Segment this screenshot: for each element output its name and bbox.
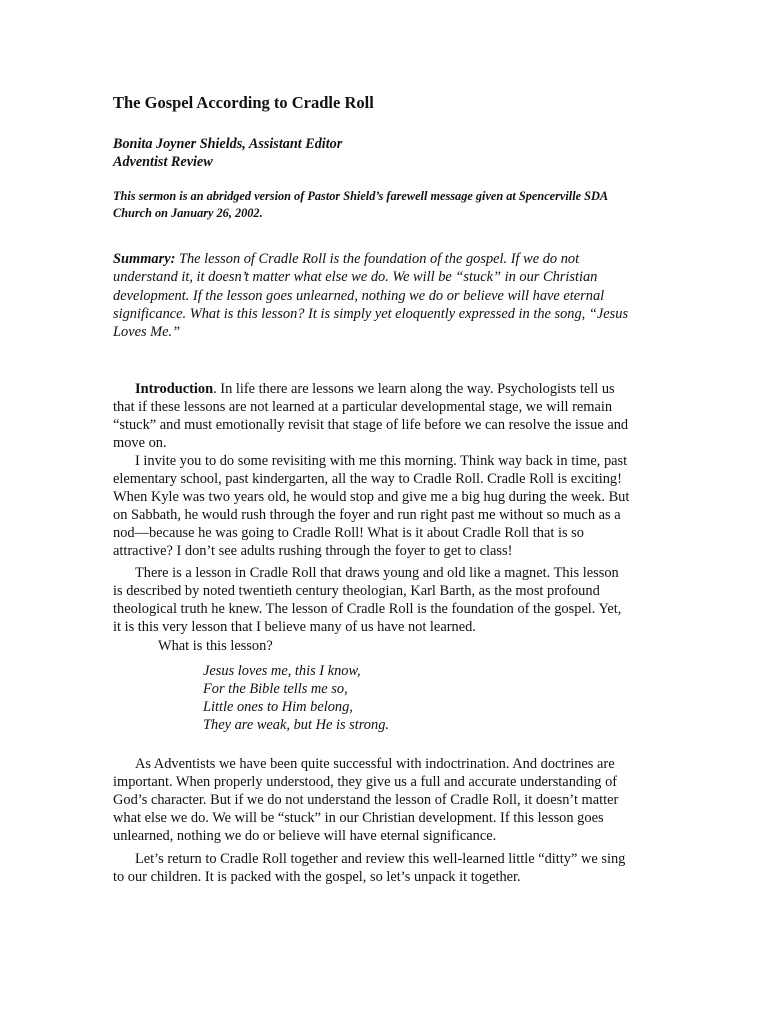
song-line: Jesus loves me, this I know, (203, 663, 361, 679)
song-line: For the Bible tells me so, (203, 681, 348, 697)
summary-label: Summary: (113, 251, 176, 267)
intro-first-line-text: . In life there are lessons we learn along the way. Psychologists tell us (213, 381, 615, 397)
paragraph-line: When Kyle was two years old, he would stop and give me a big hug during the week. But (113, 489, 630, 505)
paragraph-line: I invite you to do some revisiting with me this morning. Think way back in time, past (135, 453, 628, 469)
paragraph-line: nod—because he was going to Cradle Roll! What is it about Cradle Roll that is so (113, 525, 584, 541)
summary-paragraph (113, 250, 628, 341)
paragraph-line: As Adventists we have been quite successful with indoctrination. And doctrines are (135, 756, 615, 772)
paragraph-line: on Sabbath, he would rush through the foyer and run right past me without so much as a (113, 507, 621, 523)
invite-paragraph (113, 452, 629, 560)
intro-line (113, 380, 628, 398)
paragraph-line: God’s character. But if we do not understand the lesson of Cradle Roll, it doesn’t matter (113, 792, 619, 808)
note-line: Church on January 26, 2002. (113, 206, 263, 220)
intro-line: that if these lessons are not learned at a particular developmental stage, we will remain (113, 399, 613, 415)
lesson-paragraph (113, 564, 621, 636)
paragraph-line: theological truth he knew. The lesson of Cradle Roll is the foundation of the gospel. Yet, (113, 601, 622, 617)
summary-first-line-text: The lesson of Cradle Roll is the foundation of the gospel. If we do not (175, 251, 580, 267)
intro-line: move on. (113, 435, 167, 451)
song-line: They are weak, but He is strong. (203, 717, 389, 733)
return-paragraph (113, 850, 625, 886)
byline-publication: Adventist Review (113, 154, 213, 170)
intro-label: Introduction (135, 381, 214, 397)
paragraph-line: There is a lesson in Cradle Roll that draws young and old like a magnet. This lesson (135, 565, 619, 581)
sermon-note (113, 188, 608, 222)
song-lyrics (203, 662, 389, 734)
note-line: This sermon is an abridged version of Pastor Shield’s farewell message given at Spencerville SDA (113, 189, 609, 203)
summary-line (113, 250, 628, 268)
paragraph-line: to our children. It is packed with the gospel, so let’s unpack it together. (113, 869, 521, 885)
byline-author: Bonita Joyner Shields, Assistant Editor (113, 136, 343, 152)
paragraph-line: is described by noted twentieth century theologian, Karl Barth, as the most profound (113, 583, 600, 599)
summary-line: development. If the lesson goes unlearned, nothing we do or believe will have eternal (113, 287, 605, 304)
summary-line: understand it, it doesn’t matter what else we do. We will be “stuck” in our Christian (113, 269, 598, 286)
byline (113, 135, 342, 171)
summary-line: significance. What is this lesson? It is simply yet eloquently expressed in the song, “Jesus (113, 305, 629, 322)
paragraph-line: attractive? I don’t see adults rushing through the foyer to get to class! (113, 543, 513, 559)
song-line: Little ones to Him belong, (203, 699, 353, 715)
paragraph-line: Let’s return to Cradle Roll together and review this well-learned little “ditty” we sing (135, 851, 626, 867)
paragraph-line: unlearned, nothing we do or believe will have eternal significance. (113, 828, 497, 844)
paragraph-line: what else we do. We will be “stuck” in our Christian development. If this lesson goes (113, 810, 604, 826)
paragraph-line: it is this very lesson that I believe many of us have not learned. (113, 619, 476, 635)
document-title: The Gospel According to Cradle Roll (113, 93, 374, 112)
paragraph-line: elementary school, past kindergarten, all the way to Cradle Roll. Cradle Roll is exciting! (113, 471, 622, 487)
intro-line: “stuck” and must emotionally revisit that stage of life before we can resolve the issue and (113, 417, 629, 433)
summary-line: Loves Me.” (113, 324, 181, 341)
paragraph-line: important. When properly understood, they give us a full and accurate understanding of (113, 774, 618, 790)
introduction-paragraph (113, 380, 628, 452)
adventists-paragraph (113, 755, 618, 845)
lesson-question: What is this lesson? (158, 638, 273, 654)
